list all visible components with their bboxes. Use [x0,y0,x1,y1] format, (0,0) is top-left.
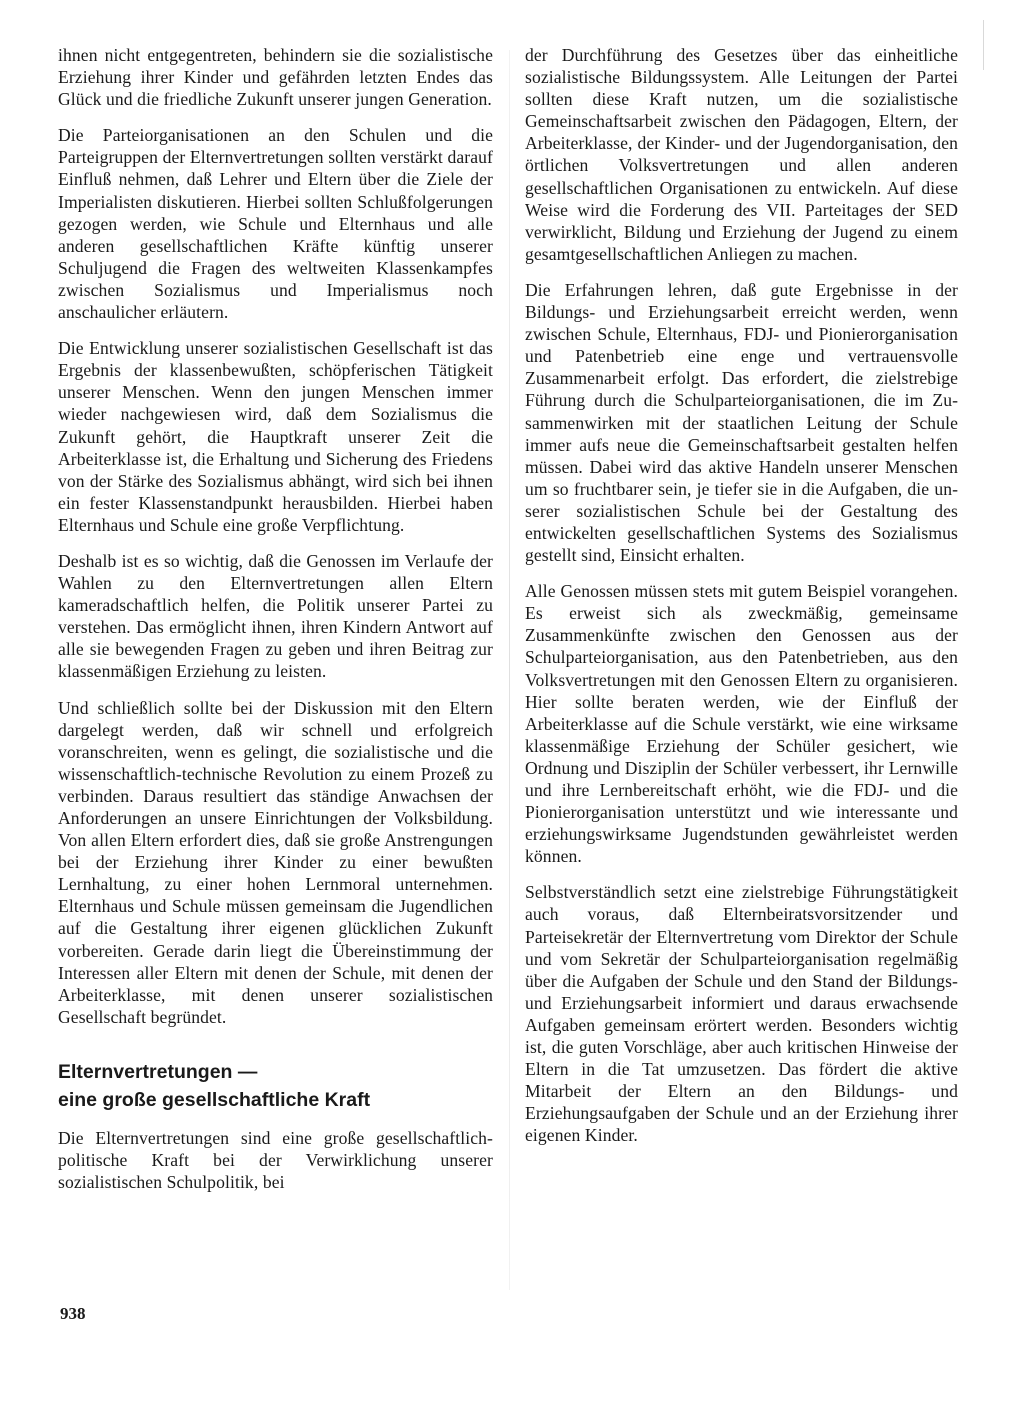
scan-edge-mark [983,20,984,70]
paragraph: ihnen nicht entgegentreten, behindern sie die sozialistische Erziehung ihrer Kinder und gefährden letzten Endes das Glück und die friedliche Zukunft unserer jungen Generation. [58,45,493,110]
paragraph: Die Parteiorganisationen an den Schulen und die Parteigruppen der Elternvertretungen sollten verstärkt darauf Einfluß nehmen, daß Lehrer und Eltern über die Ziele der Imperialisten diskutieren. Hierbei sollten Schlußfolgerungen gezogen werden, wie Schule und Elternhaus und alle anderen gesellschaftlichen Kräfte künftig unserer Schuljugend die Fragen des weltweiten Klassenkampfes zwischen Sozialismus und Imperialismus noch anschaulicher erläutern. [58,125,493,323]
left-column [58,44,493,1207]
paragraph: Selbstverständlich setzt eine zielstrebige Führungstätigkeit auch voraus, daß Elternbeiratsvorsitzender und Parteisekretär der Elternvertretung vom Direktor der Schule und vom Sekretär der Schulparteiorganisation regelmäßig über die Aufgaben der Schule und den Stand der Bildungs- und Erziehungsarbeit informiert und daraus erwachsende Aufgaben gemeinsam erörtert werden. Besonders wichtig ist, die guten Vorschläge, aber auch kritischen Hinweise der Eltern in die Tat umzusetzen. Das fördert die aktive Mitarbeit der Eltern an den Bildungs- und Erziehungsaufgaben der Schule und an der Erziehung ihrer eigenen Kinder. [525,882,958,1146]
paragraph: Die Erfahrungen lehren, daß gute Ergebnisse in der Bildungs- und Erziehungsarbeit erreicht werden, wenn zwischen Schule, Elternhaus, FDJ- und Pionierorganisation und Patenbetrieb eine enge und vertrauensvolle Zusammenarbeit erfolgt. Das erfordert, die zielstrebige Führung durch die Schulparteiorganisationen, die im Zusammenwirken mit der staatlichen Leitung der Schule immer aufs neue die Gemeinschaftsarbeit gestalten helfen müssen. Dabei wird das aktive Handeln unserer Menschen um so fruchtbarer sein, je tiefer sie in die Aufgaben, die unserer sozialistischen Schule bei der Gestaltung des entwickelten gesellschaftlichen Systems des Sozialismus gestellt sind, Einsicht erhalten. [525,279,958,566]
paragraph: Deshalb ist es so wichtig, daß die Genossen im Verlaufe der Wahlen zu den Elternvertretungen allen Eltern kameradschaftlich helfen, die Politik unserer Partei zu verstehen. Das ermöglicht ihnen, ihren Kindern Antwort auf alle sie bewegenden Fragen zu geben und ihren Beitrag zur klassenmäßigen Erziehung zu leisten. [58,550,493,682]
paragraph: Alle Genossen müssen stets mit gutem Beispiel vorangehen. Es erweist sich als zweckmäßig, gemeinsame Zusammenkünfte zwischen den Genossen aus der Schulparteiorganisation, aus den Patenbetrieben, aus den Volksvertretungen mit den Genossen Eltern zu organisieren. Hier sollte beraten werden, wie der Einfluß der Arbeiterklasse auf die Schule verstärkt, wie eine wirksame klassenmäßige Erziehung der Schüler gesichert, wie Ordnung und Disziplin der Schüler verbessert, ihr Lernwille und ihre Lernbereitschaft erhöht, wie die FDJ- und die Pionierorganisation unterstützt und wie interessante und erziehungswirksame Jugendstunden gewährleistet werden können. [525,581,958,867]
section-heading-line1: Elternvertretungen — [58,1060,258,1083]
section-heading [58,1058,493,1114]
column-divider [509,50,510,1290]
paragraph: der Durchführung des Gesetzes über das einheitliche sozialistische Bildungssystem. Alle Leitungen der Partei sollten diese Kraft nutzen, um die sozialistische Gemeinschaftsarbeit zwischen den Pädagogen, Eltern, der Arbeiterklasse, der Kinder- und der Jugendorganisation, den örtlichen Volksvertretungen und allen anderen gesellschaftlichen Organisationen zu entwickeln. Auf diese Weise wird die Forderung des VII. Parteitages der SED verwirklicht, Bildung und Erziehung der Jugend zu einem gesamtgesellschaftlichen Anliegen zu machen. [525,45,958,264]
right-column [525,44,958,1161]
paragraph: Die Entwicklung unserer sozialistischen Gesellschaft ist das Ergebnis der klassenbewußten, schöpferischen Tätigkeit unserer Menschen. Wenn den jungen Menschen immer wieder nachgewiesen wird, daß dem Sozialismus die Zukunft gehört, die Hauptkraft unserer Zeit die Arbeiterklasse ist, die Erhaltung und Sicherung des Friedens von der Stärke des Sozialismus abhängt, wird sich bei ihnen ein fester Klassenstandpunkt herausbilden. Hierbei haben Elternhaus und Schule eine große Verpflichtung. [58,338,493,535]
page-number: 938 [60,1304,86,1323]
section-heading-line2: eine große gesellschaftliche Kraft [58,1088,371,1111]
paragraph: Und schließlich sollte bei der Diskussion mit den Eltern dargelegt werden, daß wir schnell und erfolgreich voranschreiten, wenn es gelingt, die sozialistische und die wissenschaftlich-technische Revolution zu einem Prozeß zu verbinden. Daraus resultiert das ständige Anwachsen der Anforderungen an unsere Einrichtungen der Volksbildung. Von allen Eltern erfordert dies, daß sie große Anstrengungen bei der Erziehung ihrer Kinder zu einer bewußten Lernhaltung, zu einer hohen Lernmoral unternehmen. Elternhaus und Schule müssen gemeinsam die Jugendlichen auf die Gestaltung ihrer eigenen glücklichen Zukunft vorbereiten. Gerade darin liegt die Übereinstimmung der Interessen aller Eltern mit denen der Schule, mit denen der Arbeiterklasse, mit denen unserer sozialistischen Gesellschaft begründet. [58,697,493,1027]
paragraph: Die Elternvertretungen sind eine große gesellschaftlich-politische Kraft bei der Verwirklichung unserer sozialistischen Schulpolitik, bei [58,1127,493,1193]
